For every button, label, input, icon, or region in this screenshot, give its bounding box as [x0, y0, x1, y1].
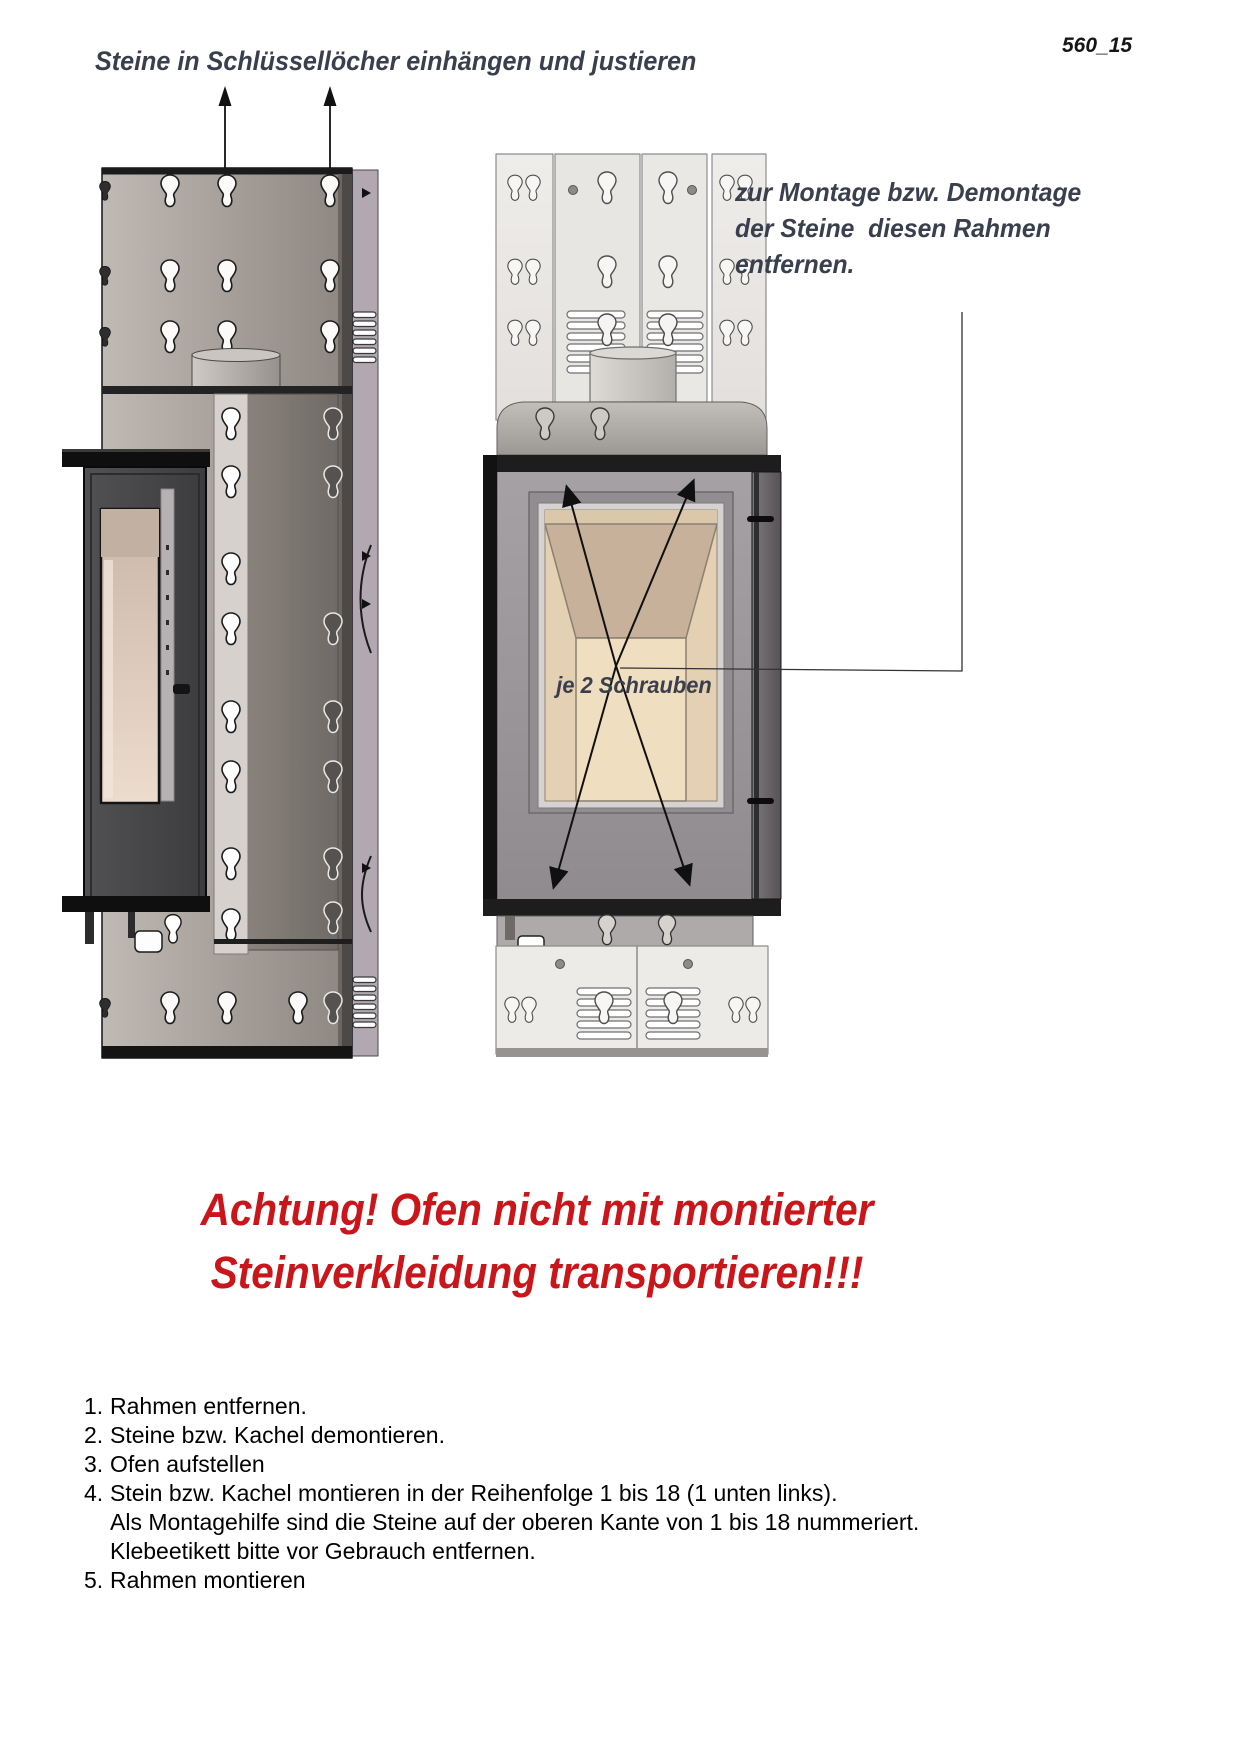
step-row	[84, 1392, 919, 1421]
page-title: Steine in Schlüssellöcher einhängen und justieren	[95, 46, 697, 76]
up-arrow-icon	[219, 86, 232, 106]
stove-door	[62, 449, 210, 952]
step-number: 1.	[84, 1393, 104, 1419]
step-number	[84, 1508, 110, 1537]
step-number: 5.	[84, 1567, 104, 1593]
firebox-window	[529, 492, 733, 813]
ghost-top-casing	[496, 154, 766, 420]
frame-removal-note	[735, 174, 1081, 282]
step-row	[84, 1479, 919, 1508]
transport-warning	[177, 1178, 897, 1304]
step-row	[84, 1450, 919, 1479]
step-text: Stein bzw. Kachel montieren in der Reihenfolge 1 bis 18 (1 unten links).	[110, 1480, 838, 1506]
smoke-deflector	[545, 524, 717, 638]
flue-collar	[192, 349, 280, 388]
stove-side-view-illustration	[62, 86, 378, 1058]
step-number: 2.	[84, 1422, 104, 1448]
step-text: Rahmen entfernen.	[110, 1393, 307, 1419]
note-line: zur Montage bzw. Demontage	[735, 177, 1082, 207]
hinge-pin	[747, 798, 774, 804]
step-number: 3.	[84, 1451, 104, 1477]
ghost-bottom-casing	[496, 946, 768, 1057]
step-row	[84, 1566, 919, 1595]
step-text: Rahmen montieren	[110, 1567, 306, 1593]
note-line: entfernen.	[735, 249, 855, 279]
up-arrow-icon	[324, 86, 337, 106]
warning-line: Steinverkleidung transportieren!!!	[210, 1247, 864, 1298]
stove-front-view-illustration	[483, 154, 962, 1057]
screw-count-label: je 2 Schrauben	[556, 672, 712, 698]
step-number	[84, 1537, 110, 1566]
step-text: Als Montagehilfe sind die Steine auf der oberen Kante von 1 bis 18 nummeriert.	[110, 1509, 920, 1535]
side-panel	[352, 170, 378, 1056]
assembly-steps-list	[84, 1392, 919, 1595]
note-line: der Steine diesen Rahmen	[735, 213, 1051, 243]
stove-top-band	[497, 402, 767, 455]
step-text: Steine bzw. Kachel demontieren.	[110, 1422, 445, 1448]
door-foot	[135, 931, 162, 952]
hearth-panel	[576, 638, 686, 801]
step-row-continuation	[84, 1508, 919, 1537]
up-arrow-icon	[225, 102, 330, 168]
step-text: Klebeetikett bitte vor Gebrauch entfernen.	[110, 1538, 536, 1564]
warning-line: Achtung! Ofen nicht mit montierter	[200, 1184, 874, 1235]
step-row	[84, 1421, 919, 1450]
doc-number: 560_15	[1062, 34, 1133, 57]
step-text: Ofen aufstellen	[110, 1451, 265, 1477]
flue-collar	[590, 347, 676, 402]
door-handle	[173, 684, 190, 694]
hinge-pin	[747, 516, 774, 522]
step-number: 4.	[84, 1480, 104, 1506]
step-row-continuation	[84, 1537, 919, 1566]
